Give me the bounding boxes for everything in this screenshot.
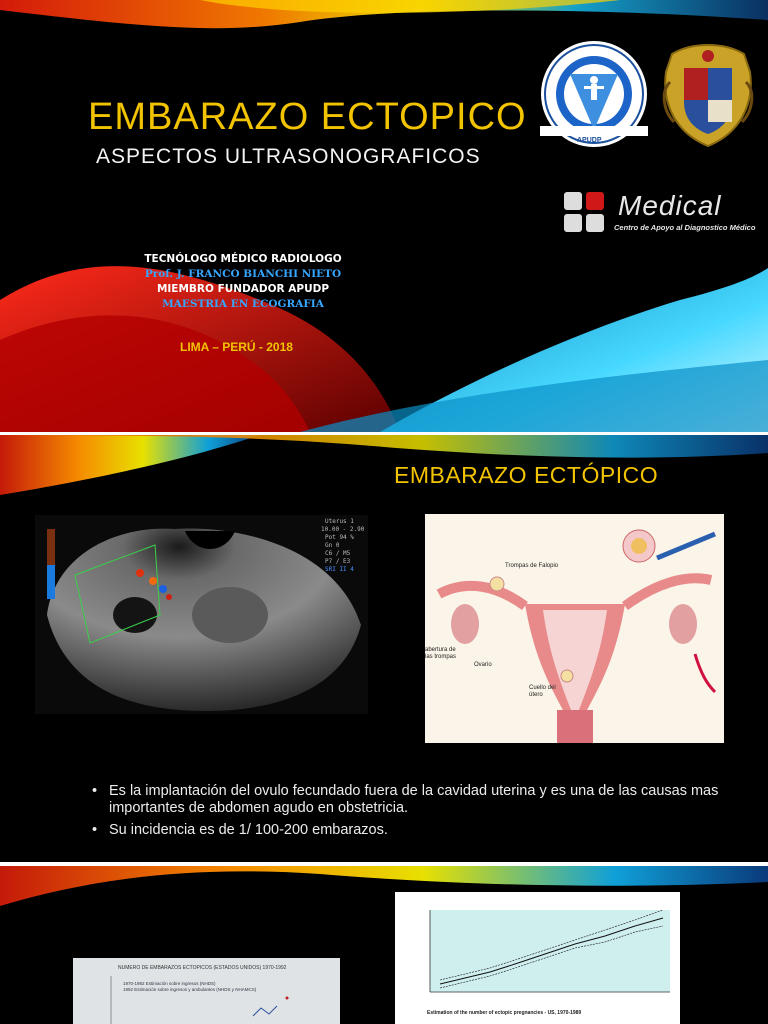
- apudp-abbrev: APUDP: [577, 137, 602, 144]
- bullet-item: [92, 783, 722, 817]
- apudp-logo-icon: [540, 40, 648, 148]
- chart-a-title: NUMERO DE EMBARAZOS ECTOPICOS (ESTADOS UNIDOS) 1970-1992: [118, 965, 287, 971]
- bullet-dot-icon: •: [92, 783, 98, 799]
- ultrasound-image: [35, 515, 368, 714]
- definition-bullets: [92, 783, 722, 844]
- ectopic-count-chart-scan: [73, 958, 340, 1024]
- slide-definition: [0, 435, 768, 862]
- location-date: LIMA – PERÚ - 2018: [180, 340, 293, 354]
- medical-tagline: Centro de Apoyo al Diagnostico Médico: [614, 223, 756, 232]
- bullet-text: Su incidencia es de 1/ 100-200 embarazos.: [109, 822, 388, 838]
- us-overlay-text: P7 / E3: [325, 558, 351, 565]
- ectopic-estimation-chart-scan: [395, 892, 680, 1024]
- uterus-anatomy-diagram: [425, 514, 724, 743]
- us-overlay-text: 10.00 - 2.90: [321, 526, 365, 533]
- us-overlay-text: SRI II 4: [325, 566, 354, 573]
- slide-incidence: [0, 866, 768, 1024]
- bullet-item: [92, 822, 722, 839]
- chart-a-plot: [73, 958, 340, 1024]
- credit-line-membership: MIEMBRO FUNDADOR APUDP: [156, 283, 330, 295]
- us-overlay-text: C6 / M5: [325, 550, 351, 557]
- chart-a-legend-item: 1970-1992 Estimación sobre ingresos (NHDS): [123, 981, 216, 986]
- author-credits: [130, 252, 356, 312]
- medical-mark-icon: [562, 190, 608, 234]
- medical-brand-name: Medical: [618, 190, 722, 221]
- label-fallopian-tubes: Trompas de Falopio: [505, 563, 559, 569]
- slide-title: EMBARAZO ECTÓPICO: [394, 462, 659, 488]
- us-overlay-text: Pot 94 %: [325, 534, 354, 541]
- uterus-illustration: [425, 514, 724, 743]
- university-seal-icon: [662, 42, 754, 148]
- chart-a-legend-item: 1992 Estimación sobre ingresos y ambulantes (NHDS y NHAMCS): [123, 987, 257, 992]
- bullet-dot-icon: •: [92, 822, 98, 838]
- bullet-text: Es la implantación del ovulo fecundado fuera de la cavidad uterina y es una de las causas mas importantes de abdomen agudo en obstetricia.: [109, 783, 719, 816]
- credit-line-profession: TECNÓLOGO MÉDICO RADIOLOGO: [144, 253, 342, 265]
- label-cervix: Cuello del útero: [529, 685, 556, 698]
- us-overlay-text: Gn 0: [325, 542, 340, 549]
- us-overlay-text: Uterus 1: [325, 518, 354, 525]
- chart-b-caption: Estimation of the number of ectopic pregnancies - US, 1970-1989: [427, 1010, 582, 1016]
- medical-logo-icon: [562, 190, 756, 236]
- credit-line-degree: MAESTRIA EN ECOGRAFIA: [162, 298, 324, 310]
- presentation-subtitle: ASPECTOS ULTRASONOGRAFICOS: [96, 145, 481, 168]
- label-ovary: Ovario: [474, 662, 492, 668]
- presentation-title: EMBARAZO ECTOPICO: [88, 96, 527, 138]
- slide-title: [0, 0, 768, 432]
- label-tube-opening: abertura de las trompas: [425, 647, 457, 660]
- credit-line-author: Prof. J. FRANCO BIANCHI NIETO: [144, 268, 342, 280]
- chart-b-plot: [395, 892, 680, 1024]
